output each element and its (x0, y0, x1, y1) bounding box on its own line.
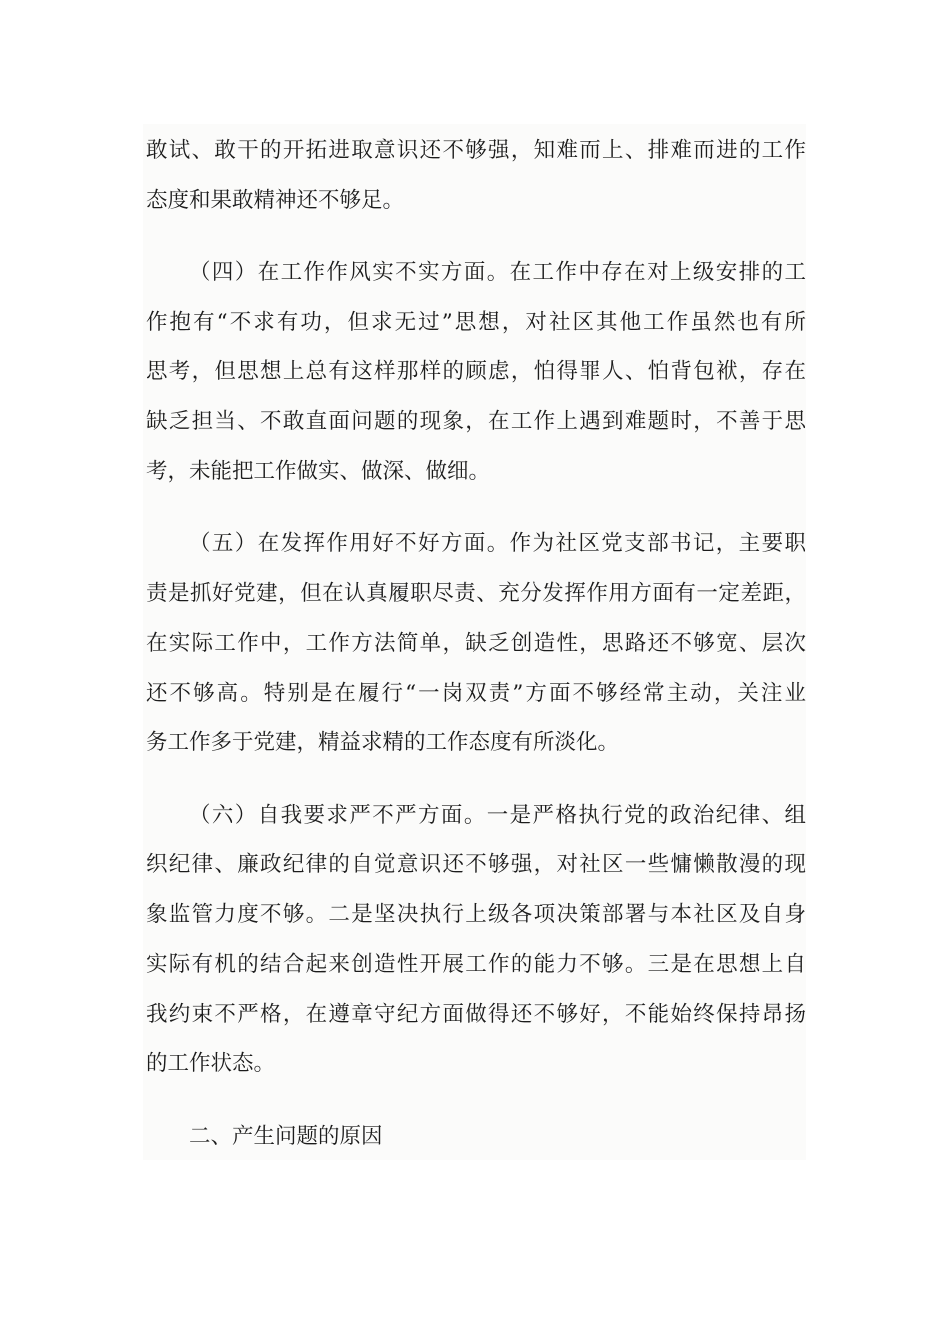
text-line: 的工作状态。 (146, 1051, 276, 1076)
text-line: 织纪律、廉政纪律的自觉意识还不够强，对社区一些慵懒散漫的现 (146, 852, 806, 877)
text-line: 实际有机的结合起来创造性开展工作的能力不够。三是在思想上自 (146, 952, 806, 977)
text-line: 在实际工作中，工作方法简单，缺乏创造性，思路还不够宽、层次 (146, 631, 806, 656)
text-line: 思考，但思想上总有这样那样的顾虑，怕得罪人、怕背包袱，存在 (146, 359, 806, 384)
text-line: 责是抓好党建，但在认真履职尽责、充分发挥作用方面有一定差距， (146, 581, 806, 606)
paragraph-heading-line: （五）在发挥作用好不好方面。作为社区党支部书记，主要职 (189, 531, 806, 556)
text-line: 象监管力度不够。二是坚决执行上级各项决策部署与本社区及自身 (146, 902, 806, 927)
text-line: 缺乏担当、不敢直面问题的现象，在工作上遇到难题时，不善于思 (146, 409, 806, 434)
paragraph-heading-line: （六）自我要求严不严方面。一是严格执行党的政治纪律、组 (189, 803, 806, 828)
document-body (143, 124, 806, 1160)
text-line: 敢试、敢干的开拓进取意识还不够强，知难而上、排难而进的工作 (146, 138, 806, 163)
section-heading: 二、产生问题的原因 (189, 1124, 383, 1149)
text-line: 务工作多于党建，精益求精的工作态度有所淡化。 (146, 730, 620, 755)
text-line: 还不够高。特别是在履行“一岗双责”方面不够经常主动，关注业 (146, 681, 806, 706)
text-line: 态度和果敢精神还不够足。 (146, 188, 405, 213)
text-line: 考，未能把工作做实、做深、做细。 (146, 459, 491, 484)
text-line: 作抱有“不求有功，但求无过”思想，对社区其他工作虽然也有所 (146, 310, 806, 335)
paragraph-heading-line: （四）在工作作风实不实方面。在工作中存在对上级安排的工 (189, 260, 806, 285)
text-line: 我约束不严格，在遵章守纪方面做得还不够好，不能始终保持昂扬 (146, 1002, 806, 1027)
